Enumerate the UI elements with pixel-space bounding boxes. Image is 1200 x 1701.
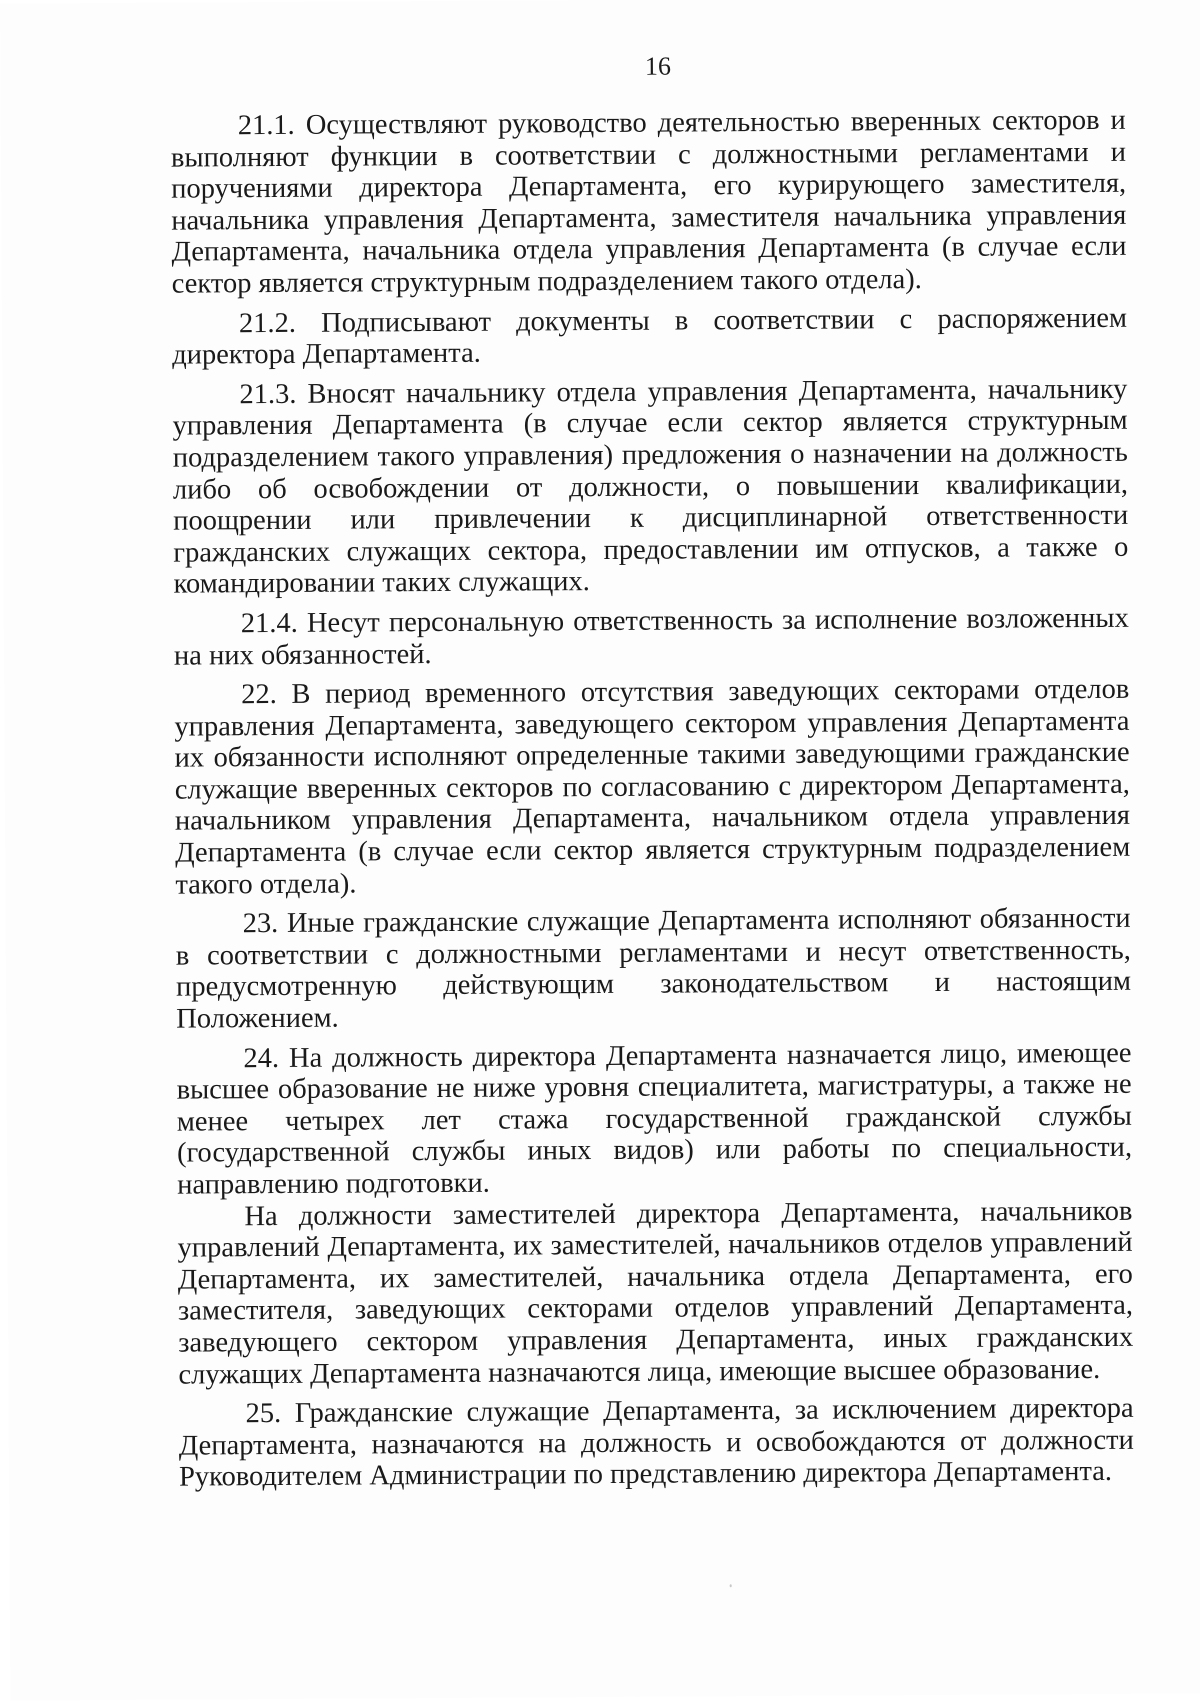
paragraph-25: 25. Гражданские служащие Департамента, за исключением директора Департамента, назначаются на должность и освобождаются от должности Руководителем Администрации по представлению директора Департамента. — [178, 1392, 1134, 1493]
paragraph-21-3: 21.3. Вносят начальнику отдела управления Департамента, начальнику управления Департамента (в случае если сектор является структурным подразделением такого управления) предложения о назначении на должность либо об освобождении от должности, о повышении квалификации, поощрении или привлечении к дисциплинарной ответственности гражданских служащих сектора, предоставлении им отпусков, а также о командировании таких служащих. — [172, 373, 1129, 600]
paragraph-21-2: 21.2. Подписывают документы в соответствии с распоряжением директора Департамента. — [172, 302, 1128, 371]
page-number: 16 — [644, 51, 671, 81]
paragraph-24: 24. На должность директора Департамента назначается лицо, имеющее высшее образование не ниже уровня специалитета, магистратуры, а также не менее четырех лет стажа государственной гражданской службы (государственной службы иных видов) или работы по специальности, направлению подготовки. — [176, 1037, 1133, 1201]
paragraph-22: 22. В период временного отсутствия заведующих секторами отделов управления Департамента, заведующего сектором управления Департамента их обязанности исполняют определенные такими заведующими гражданские служащие вверенных секторов по согласованию с директором Департамента, начальником управления Департамента, начальником отдела управления Департамента (в случае если сектор является структурным подразделением такого отдела). — [174, 673, 1131, 901]
scan-artifact — [730, 1584, 732, 1587]
paragraph-24-continued: На должности заместителей директора Департамента, начальников управлений Департамента, их заместителей, начальников отделов управлений Департамента, их заместителей, начальника отдела Департамента, его заместителя, заведующих секторами отделов управлений Департамента, заведующего сектором управления Департамента, иных гражданских служащих Департамента назначаются лица, имеющие высшее образование. — [177, 1195, 1134, 1391]
paragraph-21-4: 21.4. Несут персональную ответственность за исполнение возложенных на них обязанностей. — [173, 602, 1129, 672]
paragraph-21-1: 21.1. Осуществляют руководство деятельностью вверенных секторов и выполняют функции в соответствии с должностными регламентами и поручениями директора Департамента, его курирующего заместителя, начальника управления Департамента, заместителя начальника управления Департамента, начальника отдела управления Департамента (в случае если сектор является структурным подразделением такого отдела). — [170, 104, 1127, 300]
paragraph-23: 23. Иные гражданские служащие Департамента исполняют обязанности в соответствии с должностными регламентами и несут ответственность, предусмотренную действующим законодательством и настоящим Положением. — [175, 903, 1132, 1035]
document-body — [171, 105, 1134, 1502]
